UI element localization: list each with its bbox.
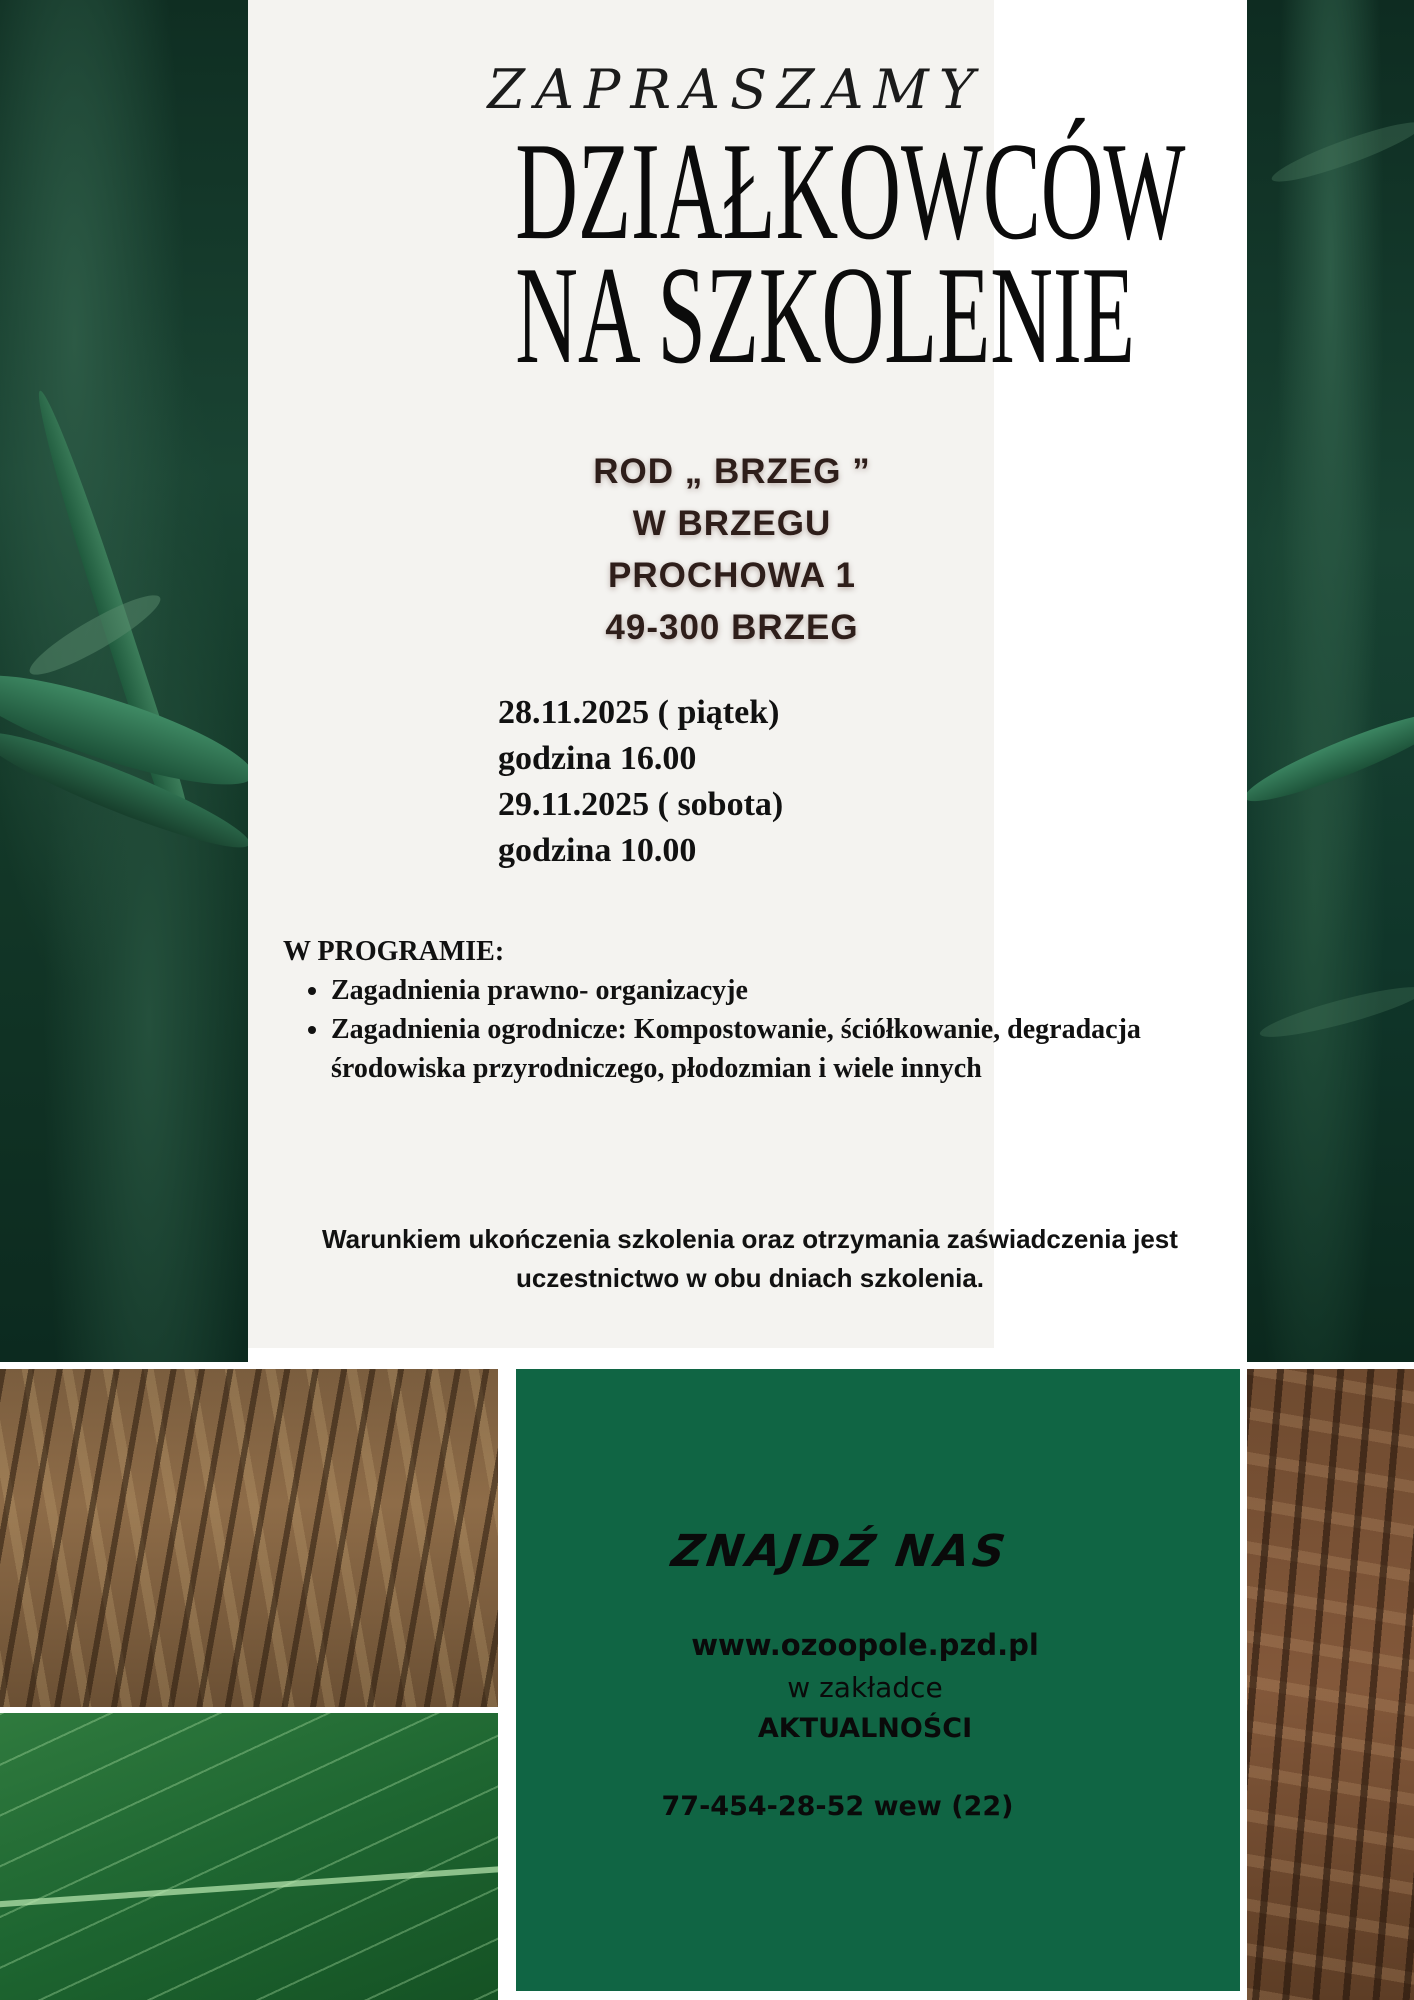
news-tab-name: AKTUALNOŚCI <box>757 1713 973 1744</box>
program-item: • Zagadnienia ogrodnicze: Kompostowanie, ściółkowanie, degradacja środowiska przyrodniczego, płodozmian i wiele innych <box>331 1010 1213 1088</box>
program-list <box>283 971 1213 1088</box>
leaf-photo <box>0 1713 498 2000</box>
grass-photo-right <box>1247 0 1414 1362</box>
tab-label: w zakładce <box>787 1671 943 1704</box>
page-title <box>515 114 1186 393</box>
phone-number: 77-454-28-52 wew (22) <box>661 1791 1014 1822</box>
address-line-1: ROD „ BRZEG ” <box>593 452 871 491</box>
bark-photo-left <box>0 1369 498 1707</box>
program-heading: W PROGRAMIE: <box>283 936 505 967</box>
condition-line-2: uczestnictwo w obu dniach szkolenia. <box>515 1263 985 1293</box>
time-line: godzina 16.00 <box>498 740 697 777</box>
invite-script-text: ZAPRASZAMY <box>487 58 985 121</box>
address-block <box>480 446 984 654</box>
address-line-4: 49-300 BRZEG <box>605 608 859 647</box>
dates-block <box>498 690 783 874</box>
time-line: godzina 10.00 <box>498 832 697 869</box>
address-line-3: PROCHOWA 1 <box>608 556 856 595</box>
title-line-2: NA SZKOLENIE <box>515 238 1135 393</box>
grass-photo-left <box>0 0 248 1362</box>
completion-condition <box>280 1220 1220 1298</box>
program-section <box>283 932 1213 1088</box>
program-item: • Zagadnienia prawno- organizacyje <box>331 971 1213 1010</box>
bark-photo-right <box>1247 1369 1414 2000</box>
title-line-1: DZIAŁKOWCÓW <box>515 114 1186 269</box>
leaf-vein <box>0 1863 498 1908</box>
address-line-2: W BRZEGU <box>632 504 832 543</box>
website-link[interactable]: www.ozoopole.pzd.pl <box>691 1628 1039 1662</box>
date-line: 28.11.2025 ( piątek) <box>498 694 780 731</box>
find-us-heading: ZNAJDŹ NAS <box>668 1526 1012 1577</box>
date-line: 29.11.2025 ( sobota) <box>498 786 784 823</box>
condition-line-1: Warunkiem ukończenia szkolenia oraz otrzymania zaświadczenia jest <box>322 1224 1178 1254</box>
